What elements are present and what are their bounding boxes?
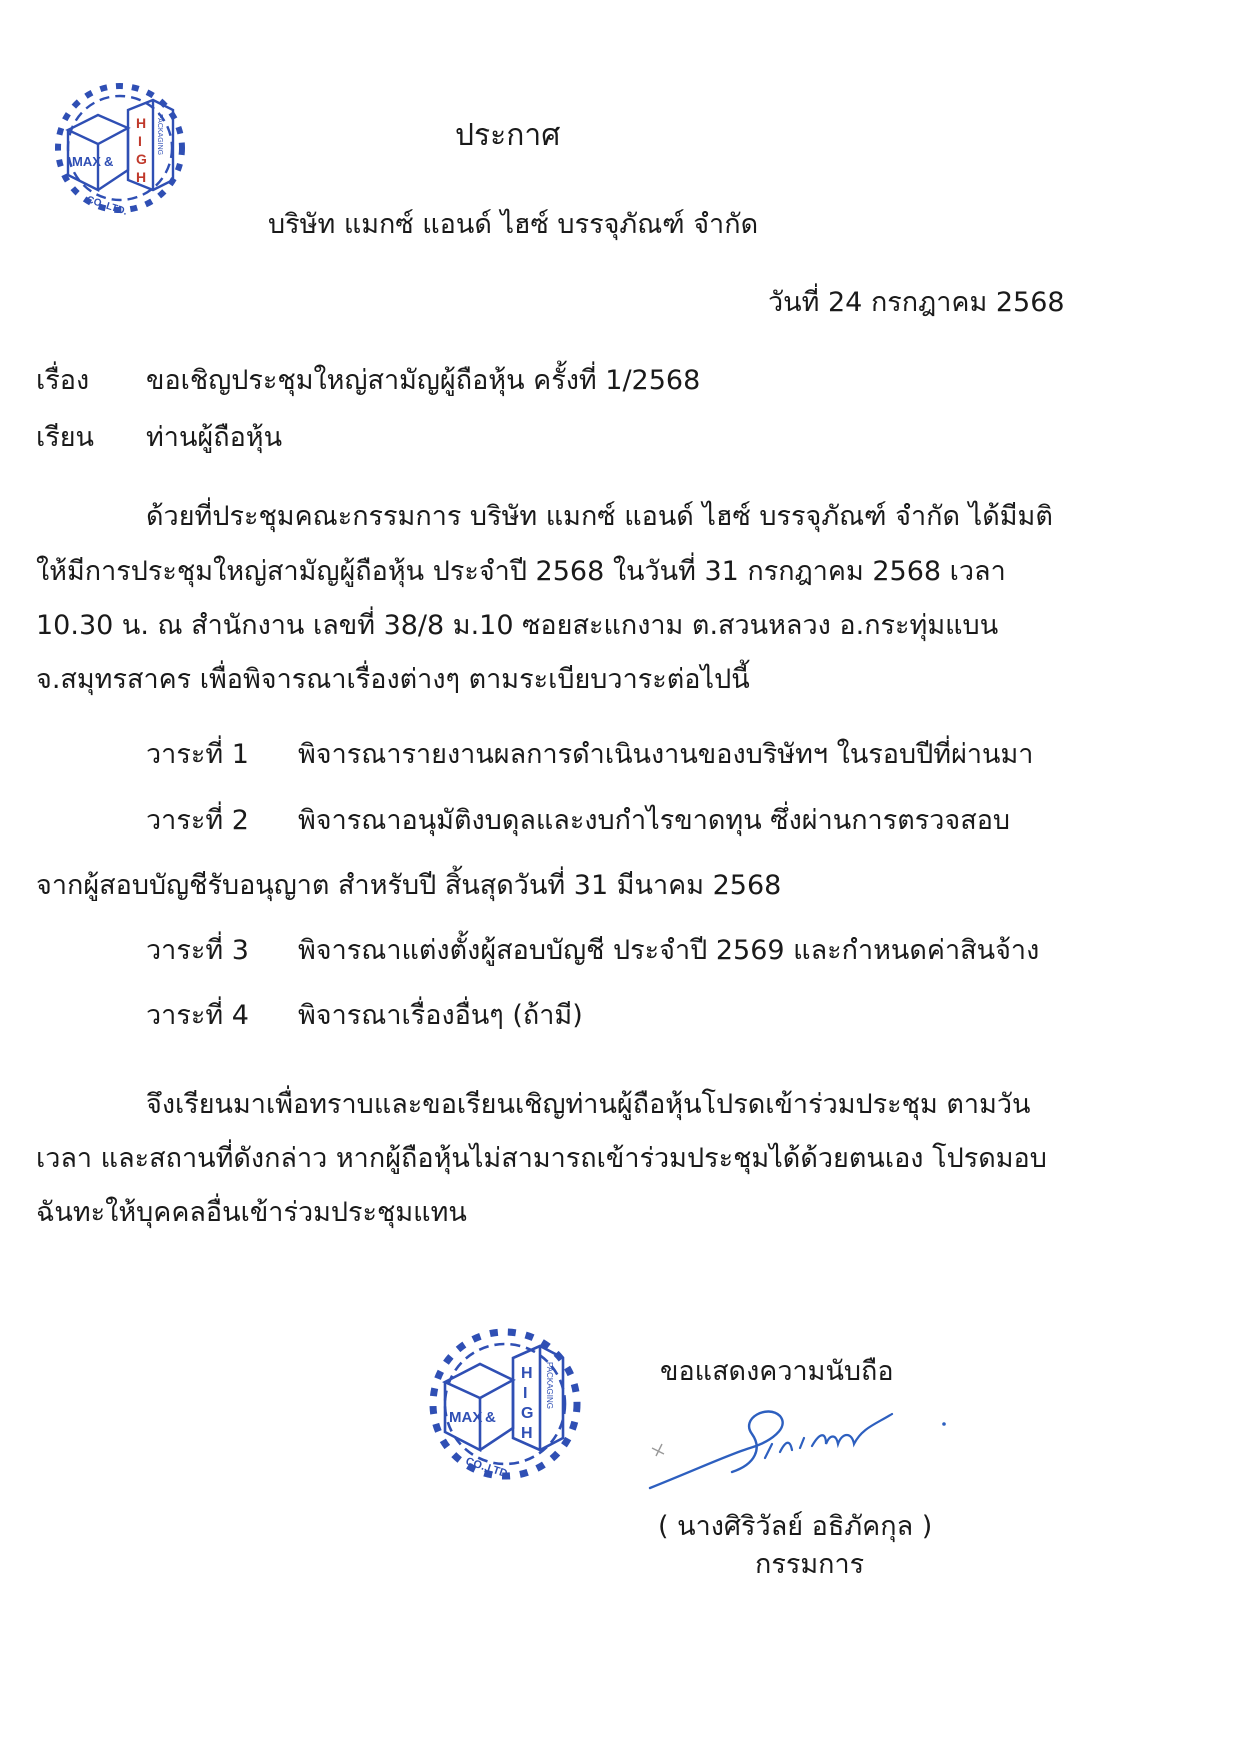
agenda-2-label: วาระที่ 2 bbox=[146, 805, 249, 836]
stamp-h1: H bbox=[521, 1365, 533, 1382]
stamp-coltd: CO.,LTD. bbox=[464, 1455, 512, 1482]
stamp-g: G bbox=[521, 1405, 534, 1422]
subject-label: เรื่อง bbox=[36, 365, 90, 396]
recipient-label: เรียน bbox=[36, 422, 95, 453]
agenda-2-continuation: จากผู้สอบบัญชีรับอนุญาต สำหรับปี สิ้นสุดวันที่ 31 มีนาคม 2568 bbox=[36, 870, 782, 901]
signatory-position: กรรมการ bbox=[755, 1549, 865, 1580]
logo-max-text: MAX bbox=[72, 154, 101, 169]
logo-g: G bbox=[136, 151, 147, 167]
subject-value: ขอเชิญประชุมใหญ่สามัญผู้ถือหุ้น ครั้งที่ 1/2568 bbox=[146, 365, 701, 396]
paragraph-2-line-3: ฉันทะให้บุคคลอื่นเข้าร่วมประชุมแทน bbox=[36, 1197, 467, 1228]
logo-h1: H bbox=[136, 115, 147, 131]
company-stamp bbox=[405, 1312, 605, 1492]
closing-regards: ขอแสดงความนับถือ bbox=[660, 1356, 894, 1387]
agenda-1-text: พิจารณารายงานผลการดำเนินงานของบริษัทฯ ในรอบปีที่ผ่านมา bbox=[298, 739, 1034, 770]
paragraph-1-line-3: 10.30 น. ณ สำนักงาน เลขที่ 38/8 ม.10 ซอยสะแกงาม ต.สวนหลวง อ.กระทุ่มแบน bbox=[36, 610, 999, 641]
logo-coltd: CO.,LTD. bbox=[85, 194, 129, 218]
stamp-max-text: MAX bbox=[449, 1409, 483, 1426]
paragraph-1-line-2: ให้มีการประชุมใหญ่สามัญผู้ถือหุ้น ประจำปี 2568 ในวันที่ 31 กรกฎาคม 2568 เวลา bbox=[36, 556, 1006, 587]
paragraph-1-line-4: จ.สมุทรสาคร เพื่อพิจารณาเรื่องต่างๆ ตามระเบียบวาระต่อไปนี้ bbox=[36, 664, 750, 695]
agenda-1-label: วาระที่ 1 bbox=[146, 739, 249, 770]
agenda-3-text: พิจารณาแต่งตั้งผู้สอบบัญชี ประจำปี 2569 และกำหนดค่าสินจ้าง bbox=[298, 935, 1040, 966]
agenda-4-label: วาระที่ 4 bbox=[146, 1000, 249, 1031]
agenda-3-label: วาระที่ 3 bbox=[146, 935, 249, 966]
recipient-value: ท่านผู้ถือหุ้น bbox=[146, 422, 283, 453]
logo-amp-text: & bbox=[104, 154, 114, 169]
stamp-h2: H bbox=[521, 1425, 533, 1442]
stamp-amp-text: & bbox=[485, 1409, 496, 1426]
document-title: ประกาศ bbox=[455, 118, 561, 153]
paragraph-2-line-2: เวลา และสถานที่ดังกล่าว หากผู้ถือหุ้นไม่สามารถเข้าร่วมประชุมได้ด้วยตนเอง โปรดมอบ bbox=[36, 1143, 1047, 1174]
agenda-4-text: พิจารณาเรื่องอื่นๆ (ถ้ามี) bbox=[298, 1000, 583, 1031]
logo-h2: H bbox=[136, 169, 147, 185]
company-name: บริษัท แมกซ์ แอนด์ ไฮซ์ บรรจุภัณฑ์ จำกัด bbox=[268, 209, 759, 240]
signature bbox=[640, 1388, 1000, 1498]
paragraph-2-line-1: จึงเรียนมาเพื่อทราบและขอเรียนเชิญท่านผู้ถือหุ้นโปรดเข้าร่วมประชุม ตามวัน bbox=[146, 1089, 1031, 1120]
stamp-i: I bbox=[523, 1385, 528, 1402]
logo-packaging: PACKAGING bbox=[156, 114, 163, 156]
paragraph-1-line-1: ด้วยที่ประชุมคณะกรรมการ บริษัท แมกซ์ แอนด์ ไฮซ์ บรรจุภัณฑ์ จำกัด ได้มีมติ bbox=[146, 501, 1053, 532]
company-logo-top bbox=[28, 70, 208, 220]
document-date: วันที่ 24 กรกฎาคม 2568 bbox=[768, 287, 1065, 318]
stamp-packaging: PACKAGING bbox=[545, 1362, 554, 1409]
signatory-name: ( นางศิริวัลย์ อธิภัคกุล ) bbox=[658, 1511, 933, 1542]
logo-i: I bbox=[138, 133, 142, 149]
agenda-2-text: พิจารณาอนุมัติงบดุลและงบกำไรขาดทุน ซึ่งผ่านการตรวจสอบ bbox=[298, 805, 1011, 836]
